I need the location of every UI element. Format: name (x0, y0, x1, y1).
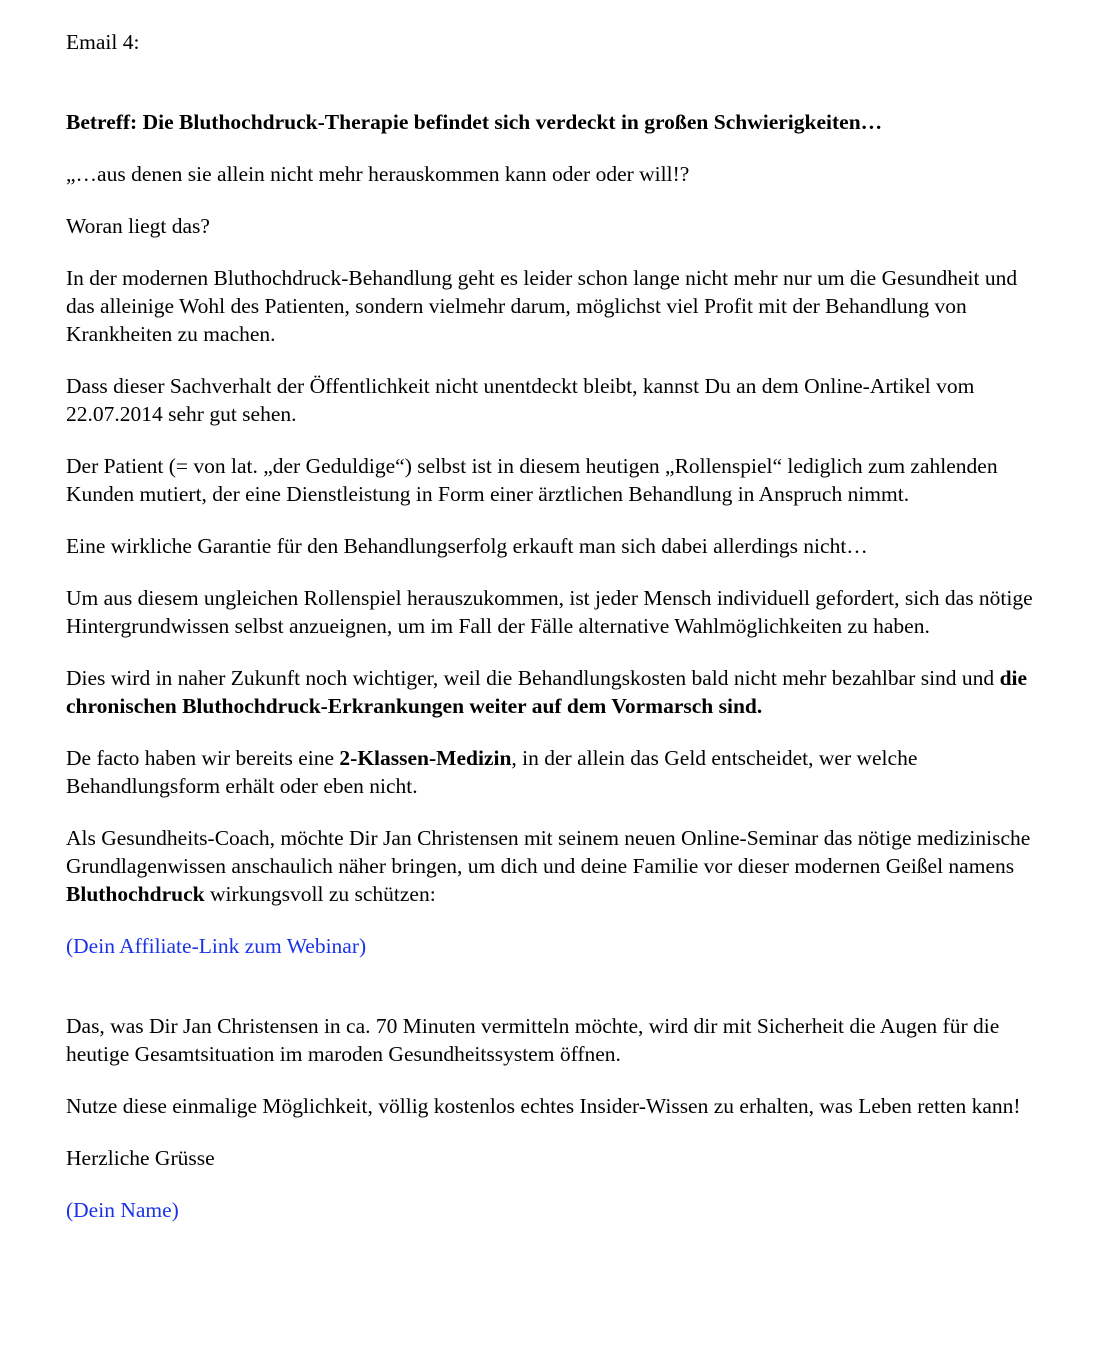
affiliate-link[interactable]: (Dein Affiliate-Link zum Webinar) (66, 934, 367, 958)
paragraph-public-awareness: Dass dieser Sachverhalt der Öffentlichkeit nicht unentdeckt bleibt, kannst Du an dem Online-Artikel vom 22.07.2014 sehr gut sehen. (66, 374, 975, 426)
paragraph-two-class-text-start: De facto haben wir bereits eine (66, 746, 340, 770)
paragraph-question: Woran liegt das? (66, 214, 210, 238)
paragraph-two-class-bold: 2-Klassen-Medizin (339, 746, 512, 770)
paragraph-opportunity: Nutze diese einmalige Möglichkeit, völlig kostenlos echtes Insider-Wissen zu erhalten, was Leben retten kann! (66, 1094, 1021, 1118)
paragraph-future-text: Dies wird in naher Zukunft noch wichtiger, weil die Behandlungskosten bald nicht mehr bezahlbar sind und (66, 666, 1000, 690)
paragraph-modern-treatment: In der modernen Bluthochdruck-Behandlung geht es leider schon lange nicht mehr nur um die Gesundheit und das alleinige Wohl des Patienten, sondern vielmehr darum, möglichst viel Profit mit der Behandlung von Krankheiten zu machen. (66, 266, 1018, 346)
email-document (66, 28, 1041, 1248)
signature-link[interactable]: (Dein Name) (66, 1198, 179, 1222)
paragraph-coach-text-start: Als Gesundheits-Coach, möchte Dir Jan Christensen mit seinem neuen Online-Seminar das nötige medizinische Grundlagenwissen anschaulich näher bringen, um dich und deine Familie vor dieser modernen Geißel namens (66, 826, 1031, 878)
paragraph-intro: „…aus denen sie allein nicht mehr herauskommen kann oder oder will!? (66, 162, 690, 186)
paragraph-coach-text-end: wirkungsvoll zu schützen: (204, 882, 436, 906)
paragraph-coach-bold: Bluthochdruck (66, 882, 205, 906)
paragraph-guarantee: Eine wirkliche Garantie für den Behandlungserfolg erkauft man sich dabei allerdings nicht… (66, 534, 868, 558)
paragraph-two-class-medicine (66, 744, 1041, 800)
paragraph-future-bold: die chronischen Bluthochdruck-Erkrankungen weiter auf dem Vormarsch sind. (66, 666, 1028, 718)
paragraph-knowledge: Um aus diesem ungleichen Rollenspiel herauszukommen, ist jeder Mensch individuell gefordert, sich das nötige Hintergrundwissen selbst anzueignen, um im Fall der Fälle alternative Wahlmöglichkeiten zu haben. (66, 586, 1033, 638)
signature-paragraph (66, 1196, 1041, 1224)
email-heading: Email 4: (66, 30, 140, 54)
paragraph-future (66, 664, 1041, 720)
paragraph-patient-role: Der Patient (= von lat. „der Geduldige“) selbst ist in diesem heutigen „Rollenspiel“ lediglich zum zahlenden Kunden mutiert, der eine Dienstleistung in Form einer ärztlichen Behandlung in Anspruch nimmt. (66, 454, 998, 506)
affiliate-link-paragraph (66, 932, 1041, 960)
paragraph-webinar-duration: Das, was Dir Jan Christensen in ca. 70 Minuten vermitteln möchte, wird dir mit Sicherheit die Augen für die heutige Gesamtsituation im maroden Gesundheitssystem öffnen. (66, 1014, 1000, 1066)
paragraph-coach (66, 824, 1041, 908)
email-subject: Betreff: Die Bluthochdruck-Therapie befindet sich verdeckt in großen Schwierigkeiten… (66, 110, 883, 134)
closing-greeting: Herzliche Grüsse (66, 1146, 215, 1170)
paragraph-two-class-text-end: , in der allein das Geld entscheidet, wer welche Behandlungsform erhält oder eben nicht. (66, 746, 918, 798)
